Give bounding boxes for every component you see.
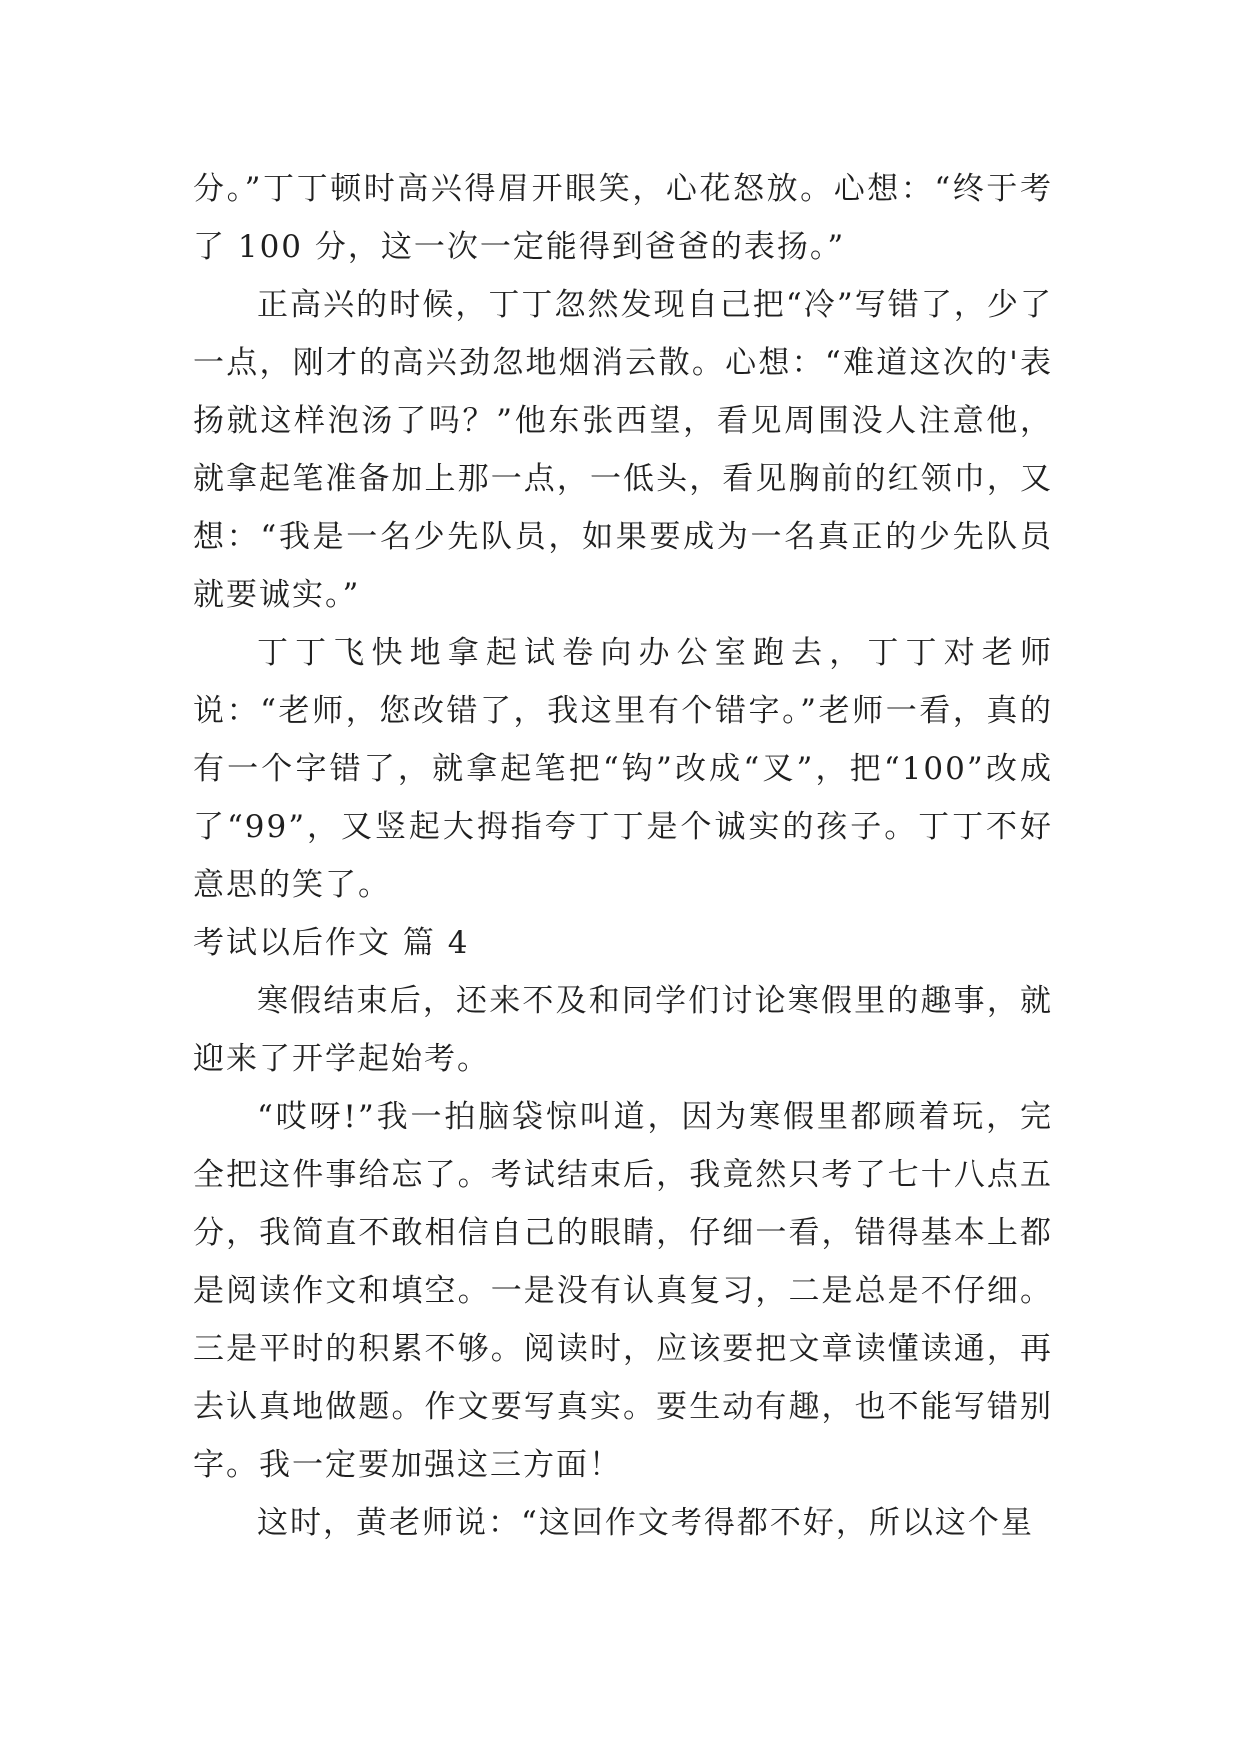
paragraph-3: 丁丁飞快地拿起试卷向办公室跑去，丁丁对老师说：“老师，您改错了，我这里有个错字。”老师一看，真的有一个字错了，就拿起笔把“钩”改成“叉”，把“100”改成了“99”，又竖起大拇指夸丁丁是个诚实的孩子。丁丁不好意思的笑了。	[193, 635, 1053, 903]
section-paragraph-1: 寒假结束后，还来不及和同学们讨论寒假里的趣事，就迎来了开学起始考。	[193, 983, 1053, 1077]
section-heading: 考试以后作文 篇 4	[193, 925, 470, 961]
paragraph-1: 分。”丁丁顿时高兴得眉开眼笑，心花怒放。心想：“终于考了 100 分，这一次一定能得到爸爸的表扬。”	[193, 171, 1053, 265]
document-body	[193, 160, 1053, 1552]
paragraph-2: 正高兴的时候，丁丁忽然发现自己把“冷”写错了，少了一点，刚才的高兴劲忽地烟消云散。心想：“难道这次的'表扬就这样泡汤了吗？”他东张西望，看见周围没人注意他，就拿起笔准备加上那一点，一低头，看见胸前的红领巾，又想：“我是一名少先队员，如果要成为一名真正的少先队员就要诚实。”	[193, 287, 1053, 613]
section-paragraph-3: 这时，黄老师说：“这回作文考得都不好，所以这个星	[257, 1505, 1034, 1541]
section-paragraph-2: “哎呀!”我一拍脑袋惊叫道，因为寒假里都顾着玩，完全把这件事给忘了。考试结束后，我竟然只考了七十八点五分，我简直不敢相信自己的眼睛，仔细一看，错得基本上都是阅读作文和填空。一是没有认真复习，二是总是不仔细。三是平时的积累不够。阅读时，应该要把文章读懂读通，再去认真地做题。作文要写真实。要生动有趣，也不能写错别字。我一定要加强这三方面！	[193, 1099, 1053, 1483]
